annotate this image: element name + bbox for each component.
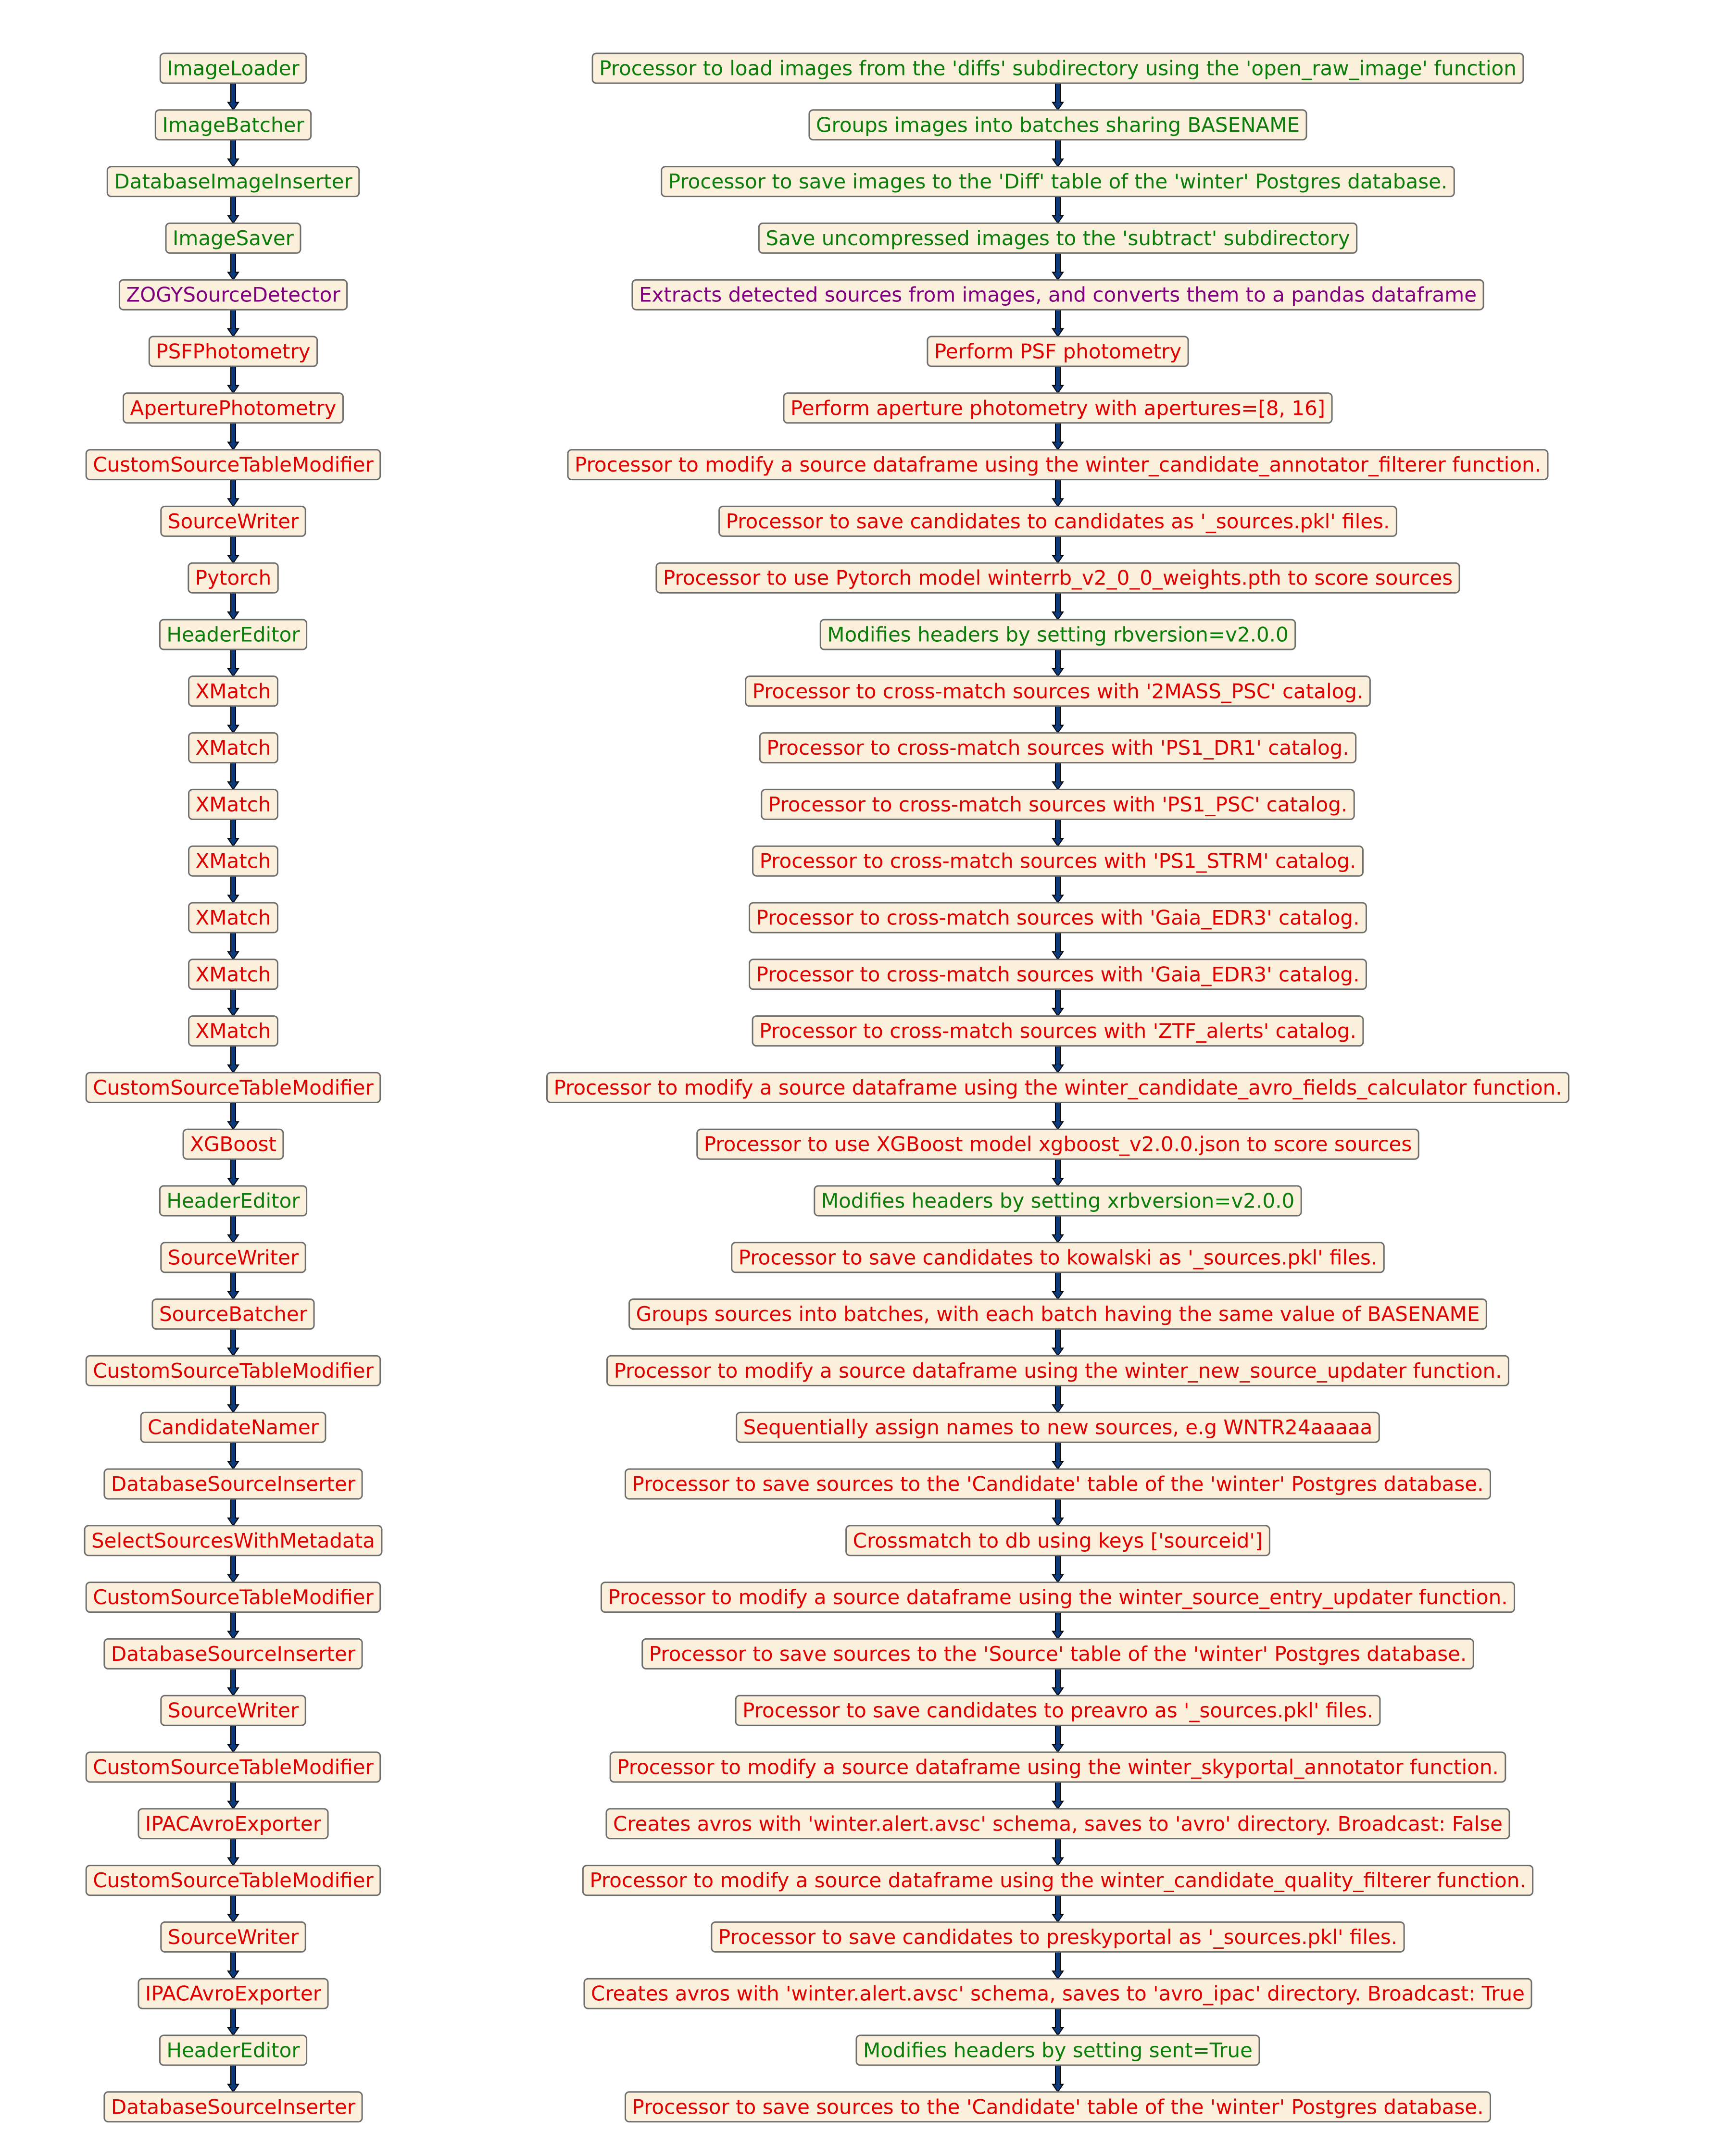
step-desc-node-label: Groups sources into batches, with each batch having the same value of BASENAME	[636, 1302, 1480, 1326]
step-arrow-left	[228, 1952, 238, 1979]
step-desc-node-label: Processor to cross-match sources with '2MASS_PSC' catalog.	[752, 679, 1364, 703]
step-name-node-label: XGBoost	[190, 1132, 276, 1156]
step-desc-node	[632, 280, 1483, 310]
step-arrow-right	[1053, 253, 1063, 280]
step-arrow-left	[228, 1272, 238, 1299]
step-arrow-right	[1053, 1556, 1063, 1583]
step-arrow-left	[228, 989, 238, 1016]
step-name-node-label: SourceWriter	[167, 1698, 299, 1722]
step-arrow-right	[1053, 1102, 1063, 1129]
step-desc-node	[753, 1016, 1363, 1046]
step-arrow-right	[1053, 649, 1063, 676]
step-arrow-right	[1053, 310, 1063, 336]
step-desc-node	[809, 110, 1306, 140]
step-name-node-label: CustomSourceTableModifier	[93, 1585, 374, 1609]
step-arrow-right	[1053, 706, 1063, 733]
step-desc-node-label: Processor to save sources to the 'Source' table of the 'winter' Postgres database.	[649, 1642, 1467, 1666]
step-arrow-right	[1053, 1329, 1063, 1356]
step-arrow-left	[228, 1216, 238, 1243]
step-name-node	[86, 450, 380, 480]
step-desc-node-label: Processor to cross-match sources with 'PS1_PSC' catalog.	[768, 792, 1348, 816]
step-arrow-left	[228, 1725, 238, 1752]
step-desc-node-label: Processor to cross-match sources with 'Gaia_EDR3' catalog.	[756, 962, 1360, 986]
step-arrow-left	[228, 1839, 238, 1866]
step-arrow-right	[1053, 1895, 1063, 1922]
step-name-node	[160, 620, 306, 649]
step-name-node	[161, 1243, 305, 1272]
step-arrow-right	[1053, 1952, 1063, 1979]
step-name-node-label: DatabaseImageInserter	[114, 170, 352, 194]
step-name-node-label: CustomSourceTableModifier	[93, 1869, 374, 1893]
step-name-node-label: CandidateNamer	[148, 1415, 319, 1439]
step-desc-node-label: Save uncompressed images to the 'subtract' subdirectory	[765, 226, 1350, 250]
step-desc-node-label: Processor to cross-match sources with 'PS1_STRM' catalog.	[759, 849, 1356, 873]
step-arrow-left	[228, 933, 238, 960]
step-name-node-label: XMatch	[195, 849, 271, 873]
step-arrow-left	[228, 2008, 238, 2035]
step-name-node	[189, 733, 278, 763]
step-desc-node	[662, 167, 1455, 197]
step-arrow-right	[1053, 989, 1063, 1016]
step-desc-node	[736, 1695, 1380, 1725]
step-desc-node-label: Processor to modify a source dataframe using the winter_skyportal_annotator function.	[617, 1755, 1499, 1779]
step-arrow-right	[1053, 593, 1063, 620]
step-desc-node	[820, 620, 1295, 649]
step-desc-node-label: Creates avros with 'winter.alert.avsc' schema, saves to 'avro' directory. Broadcast: False	[613, 1812, 1503, 1836]
step-name-node-label: ZOGYSourceDetector	[126, 283, 340, 307]
step-name-node-label: DatabaseSourceInserter	[111, 1642, 356, 1666]
step-name-node	[155, 110, 311, 140]
step-name-node	[86, 1752, 380, 1782]
step-name-node-label: Pytorch	[195, 566, 272, 590]
step-arrow-right	[1053, 819, 1063, 846]
step-arrow-left	[228, 1669, 238, 1695]
step-arrow-right	[1053, 423, 1063, 450]
step-name-node-label: XMatch	[195, 736, 271, 760]
step-arrow-right	[1053, 763, 1063, 790]
step-arrow-left	[228, 1442, 238, 1469]
step-arrow-left	[228, 819, 238, 846]
step-desc-node-label: Modifies headers by setting rbversion=v2.0.0	[827, 623, 1289, 647]
step-name-node-label: CustomSourceTableModifier	[93, 1075, 374, 1099]
step-arrow-left	[228, 1159, 238, 1186]
step-desc-node	[928, 336, 1188, 366]
step-arrow-left	[228, 366, 238, 393]
step-name-node-label: SourceWriter	[167, 1246, 299, 1270]
step-arrow-left	[228, 1385, 238, 1412]
step-desc-node	[601, 1583, 1514, 1612]
step-name-node-label: SelectSourcesWithMetadata	[91, 1529, 375, 1553]
step-desc-node	[719, 506, 1397, 536]
step-arrow-right	[1053, 197, 1063, 224]
step-arrow-left	[228, 1895, 238, 1922]
step-desc-node-label: Processor to save candidates to preavro as '_sources.pkl' files.	[742, 1698, 1373, 1722]
step-name-node-label: DatabaseSourceInserter	[111, 1472, 356, 1496]
step-name-node	[160, 1186, 306, 1216]
step-name-node	[189, 676, 278, 706]
step-desc-node-label: Processor to modify a source dataframe using the winter_candidate_annotator_filterer function.	[575, 453, 1541, 477]
step-desc-node	[712, 1922, 1404, 1952]
step-desc-node	[629, 1299, 1487, 1329]
step-arrow-left	[228, 310, 238, 336]
step-name-node	[104, 1469, 362, 1499]
step-name-node-label: PSFPhotometry	[156, 339, 311, 363]
step-arrow-left	[228, 1612, 238, 1639]
step-name-node	[124, 393, 343, 423]
step-arrow-right	[1053, 1442, 1063, 1469]
step-name-node	[138, 1979, 328, 2008]
step-desc-node-label: Processor to save sources to the 'Candidate' table of the 'winter' Postgres database.	[632, 1472, 1484, 1496]
step-desc-node-label: Processor to use XGBoost model xgboost_v2.0.0.json to score sources	[703, 1132, 1412, 1156]
step-name-node	[160, 2035, 306, 2065]
step-arrow-left	[228, 593, 238, 620]
step-arrow-right	[1053, 366, 1063, 393]
step-desc-node-label: Creates avros with 'winter.alert.avsc' schema, saves to 'avro_ipac' directory. Broadcast: True	[591, 1982, 1525, 2006]
step-desc-node	[815, 1186, 1301, 1216]
step-desc-node-label: Processor to cross-match sources with 'PS1_DR1' catalog.	[766, 736, 1349, 760]
step-name-node	[104, 2092, 362, 2122]
step-arrow-right	[1053, 536, 1063, 563]
step-desc-node	[737, 1412, 1380, 1442]
step-arrow-left	[228, 1556, 238, 1583]
step-desc-node-label: Processor to modify a source dataframe using the winter_candidate_avro_fields_calculator function.	[553, 1075, 1562, 1099]
step-arrow-left	[228, 197, 238, 224]
step-arrow-left	[228, 706, 238, 733]
step-desc-node	[746, 676, 1370, 706]
step-desc-node	[697, 1129, 1418, 1159]
step-arrow-right	[1053, 140, 1063, 167]
step-desc-node-label: Processor to load images from the 'diffs' subdirectory using the 'open_raw_image' function	[599, 56, 1517, 80]
step-arrow-left	[228, 876, 238, 903]
step-name-node	[119, 280, 347, 310]
step-arrow-left	[228, 649, 238, 676]
step-name-node	[86, 1866, 380, 1895]
step-desc-node-label: Processor to cross-match sources with 'Gaia_EDR3' catalog.	[756, 906, 1360, 930]
step-arrow-right	[1053, 1612, 1063, 1639]
step-desc-node-label: Groups images into batches sharing BASENAME	[815, 113, 1300, 137]
step-name-node-label: CustomSourceTableModifier	[93, 1358, 374, 1383]
step-arrow-left	[228, 1499, 238, 1526]
step-arrow-left	[228, 1329, 238, 1356]
step-name-node	[149, 336, 317, 366]
step-desc-node-label: Modifies headers by setting sent=True	[863, 2038, 1253, 2062]
step-desc-node-label: Processor to save sources to the 'Candidate' table of the 'winter' Postgres database.	[632, 2095, 1484, 2119]
step-desc-node	[592, 53, 1523, 83]
step-desc-node	[846, 1526, 1270, 1556]
step-arrow-right	[1053, 1159, 1063, 1186]
step-name-node-label: XMatch	[195, 792, 271, 816]
step-name-node-label: AperturePhotometry	[130, 396, 337, 420]
step-arrow-right	[1053, 480, 1063, 507]
step-arrow-right	[1053, 1725, 1063, 1752]
step-name-node	[86, 1583, 380, 1612]
step-name-node	[166, 223, 301, 253]
step-name-node	[189, 903, 278, 933]
step-desc-node-label: Processor to save candidates to kowalski as '_sources.pkl' files.	[738, 1246, 1378, 1270]
step-desc-node	[750, 903, 1367, 933]
step-desc-node	[760, 733, 1355, 763]
step-desc-node-label: Processor to use Pytorch model winterrb_v2_0_0_weights.pth to score sources	[663, 566, 1453, 590]
step-desc-node-label: Modifies headers by setting xrbversion=v2.0.0	[821, 1189, 1295, 1213]
step-desc-node	[762, 789, 1354, 819]
step-arrow-right	[1053, 1499, 1063, 1526]
step-name-node	[141, 1412, 326, 1442]
step-arrow-left	[228, 423, 238, 450]
step-name-node-label: HeaderEditor	[166, 1189, 300, 1213]
step-name-node-label: ImageLoader	[167, 56, 300, 80]
step-desc-node-label: Sequentially assign names to new sources, e.g WNTR24aaaaa	[743, 1415, 1373, 1439]
step-desc-node	[784, 393, 1332, 423]
step-desc-node-label: Processor to modify a source dataframe using the winter_new_source_updater function.	[614, 1358, 1502, 1383]
step-name-node-label: ImageBatcher	[162, 113, 304, 137]
step-desc-node-label: Perform aperture photometry with apertures=[8, 16]	[790, 396, 1326, 420]
step-name-node-label: CustomSourceTableModifier	[93, 1755, 374, 1779]
step-name-node-label: DatabaseSourceInserter	[111, 2095, 356, 2119]
step-desc-node-label: Processor to save candidates to candidates as '_sources.pkl' files.	[726, 509, 1390, 533]
step-desc-node	[610, 1752, 1505, 1782]
step-name-node	[189, 1016, 278, 1046]
step-desc-node	[583, 1866, 1532, 1895]
step-name-node-label: HeaderEditor	[166, 2038, 300, 2062]
step-arrow-left	[228, 1102, 238, 1129]
step-name-node-label: XMatch	[195, 679, 271, 703]
step-arrow-left	[228, 763, 238, 790]
step-desc-node-label: Extracts detected sources from images, and converts them to a pandas dataframe	[639, 283, 1477, 307]
step-name-node-label: XMatch	[195, 906, 271, 930]
step-desc-node	[642, 1639, 1474, 1669]
step-name-node-label: XMatch	[195, 962, 271, 986]
step-name-node	[86, 1072, 380, 1102]
step-desc-node	[568, 450, 1548, 480]
step-name-node-label: ImageSaver	[173, 226, 294, 250]
step-arrow-left	[228, 480, 238, 507]
step-desc-node-label: Crossmatch to db using keys ['sourceid']	[853, 1529, 1263, 1553]
step-arrow-left	[228, 83, 238, 110]
step-arrow-right	[1053, 1046, 1063, 1073]
step-arrow-left	[228, 140, 238, 167]
step-name-node-label: CustomSourceTableModifier	[93, 453, 374, 477]
step-name-node	[189, 789, 278, 819]
step-arrow-left	[228, 1046, 238, 1073]
step-arrow-right	[1053, 876, 1063, 903]
step-arrow-right	[1053, 1216, 1063, 1243]
step-desc-node	[606, 1809, 1509, 1839]
step-arrow-right	[1053, 1782, 1063, 1809]
step-name-node-label: HeaderEditor	[166, 623, 300, 647]
step-desc-node	[753, 846, 1363, 876]
step-desc-node	[626, 1469, 1491, 1499]
step-desc-node-label: Processor to cross-match sources with 'ZTF_alerts' catalog.	[759, 1019, 1356, 1043]
step-name-node-label: SourceBatcher	[159, 1302, 308, 1326]
step-name-node-label: IPACAvroExporter	[145, 1812, 322, 1836]
step-desc-node-label: Processor to modify a source dataframe using the winter_candidate_quality_filterer function.	[590, 1869, 1526, 1893]
step-name-node	[86, 1356, 380, 1385]
step-desc-node	[750, 960, 1367, 989]
step-desc-node	[547, 1072, 1569, 1102]
step-name-node-label: IPACAvroExporter	[145, 1982, 322, 2006]
step-desc-node-label: Perform PSF photometry	[934, 339, 1182, 363]
step-name-node-label: SourceWriter	[167, 1925, 299, 1949]
step-arrow-left	[228, 536, 238, 563]
step-name-node	[85, 1526, 382, 1556]
nodes	[85, 53, 1568, 2122]
step-desc-node	[856, 2035, 1259, 2065]
step-desc-node	[584, 1979, 1531, 2008]
step-arrow-right	[1053, 2008, 1063, 2035]
step-name-node	[104, 1639, 362, 1669]
step-name-node	[189, 960, 278, 989]
step-desc-node-label: Processor to modify a source dataframe using the winter_source_entry_updater function.	[608, 1585, 1508, 1609]
step-arrow-right	[1053, 2065, 1063, 2092]
step-desc-node	[626, 2092, 1491, 2122]
step-desc-node	[732, 1243, 1384, 1272]
step-arrow-right	[1053, 1272, 1063, 1299]
step-arrow-right	[1053, 1385, 1063, 1412]
step-arrow-left	[228, 1782, 238, 1809]
step-arrow-right	[1053, 1669, 1063, 1695]
step-name-node	[183, 1129, 283, 1159]
step-arrow-right	[1053, 83, 1063, 110]
step-name-node-label: SourceWriter	[167, 509, 299, 533]
step-arrow-right	[1053, 1839, 1063, 1866]
step-arrow-left	[228, 253, 238, 280]
step-desc-node-label: Processor to save images to the 'Diff' table of the 'winter' Postgres database.	[668, 170, 1448, 194]
step-name-node	[161, 1695, 305, 1725]
step-name-node	[160, 53, 306, 83]
step-desc-node-label: Processor to save candidates to preskyportal as '_sources.pkl' files.	[718, 1925, 1398, 1949]
step-name-node	[161, 506, 305, 536]
step-arrow-right	[1053, 933, 1063, 960]
step-name-node	[107, 167, 359, 197]
step-desc-node	[607, 1356, 1509, 1385]
step-name-node-label: XMatch	[195, 1019, 271, 1043]
step-name-node	[161, 1922, 305, 1952]
step-desc-node	[656, 563, 1459, 593]
step-name-node	[152, 1299, 314, 1329]
step-name-node	[138, 1809, 328, 1839]
step-arrow-left	[228, 2065, 238, 2092]
step-name-node	[189, 846, 278, 876]
step-name-node	[188, 563, 278, 593]
step-desc-node	[759, 223, 1356, 253]
